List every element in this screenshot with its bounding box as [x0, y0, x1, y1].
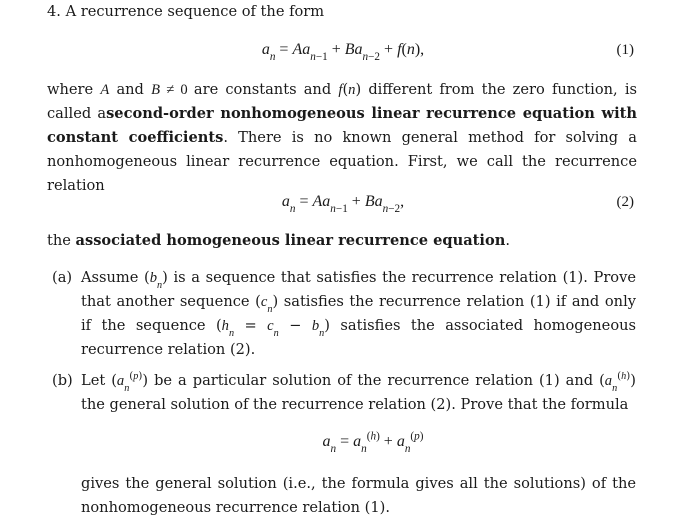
equation-1-line	[0, 38, 686, 62]
part-b-continued	[52, 472, 636, 520]
part-b-text-3: the general solution of the recurrence relation (2). Prove that the formula	[81, 396, 629, 413]
para2-text-2: .	[505, 232, 510, 249]
part-a-text-2: is a sequence that satisfies the recurrence relation (1). Prove that another sequence	[81, 269, 636, 310]
part-b-text-2: be a particular solution of the recurrence relation (1) and	[154, 372, 594, 389]
para1-text-2: and	[116, 81, 144, 98]
part-a: (a) Assume $(b_n)$ is a sequence that satisfies the recurrence relation (1). Prove that another sequence $(c_n)$ satisfies the recurrence relation (1) if and only if the sequence $(h_n = c_n - b_n)$ satisfies the associated homogeneous recurrence relation (2).	[52, 266, 636, 362]
part-b-text-4: gives the general solution (i.e., the formula gives all the solutions) of the nonhomogeneous recurrence relation (1).	[81, 475, 636, 516]
intro-text: A recurrence sequence of the form	[65, 3, 325, 20]
para2-text-1: the	[47, 232, 71, 249]
equation-1-label: (1)	[616, 42, 634, 58]
part-a-text-3: satisfies the recurrence relation (1) if and only if the sequence	[81, 293, 636, 334]
para1-text-4: different from the zero function, is called a	[47, 81, 638, 122]
paragraph-associated	[47, 229, 637, 253]
part-b-label: (b)	[52, 372, 73, 389]
part-a-label: (a)	[52, 269, 73, 286]
para1-text-3: are constants and	[193, 81, 332, 98]
definition-term: second-order nonhomogeneous linear recurrence equation with constant coefficients	[47, 105, 637, 146]
part-a-text-4: satisfies the associated homogeneous recurrence relation (2).	[81, 317, 636, 358]
equation-3-line	[30, 430, 686, 454]
part-a-text-1: Assume	[81, 269, 139, 286]
problem-number: 4.	[47, 3, 61, 20]
equation-2-label: (2)	[616, 194, 634, 210]
equation-2: $a_n = Aa_{n-1} + Ba_{n-2}$,	[281, 193, 405, 216]
equation-1: $a_n = Aa_{n-1} + Ba_{n-2} + f(n)$,	[261, 41, 425, 64]
paragraph-definition: where A and B ≠ 0 are constants and f(n) different from the zero function, is called asecond-order nonhomogeneous linear recurrence equation with constant coefficients. There is no known general method for solving a nonhomogeneous linear recurrence equation. First, we call the recurrence relation	[47, 81, 638, 194]
part-b: (b) Let $(a_n^{(p)})$ be a particular solution of the recurrence relation (1) and $(a_n^{(h)})$ the general solution of the recurrence relation (2). Prove that the formula	[52, 369, 636, 417]
equation-2-line	[0, 190, 686, 214]
equation-3: $a_n = a_n^{(h)} + a_n^{(p)}$	[322, 430, 424, 456]
para1-text-1: where	[47, 81, 94, 98]
part-b-text-1: Let	[81, 372, 106, 389]
para1-text-5: . There is no known general method for solving a nonhomogeneous linear recurrence equation. First, we call the recurrence relation	[47, 129, 637, 194]
problem-intro	[47, 0, 637, 24]
associated-term: associated homogeneous linear recurrence equation	[75, 232, 506, 249]
